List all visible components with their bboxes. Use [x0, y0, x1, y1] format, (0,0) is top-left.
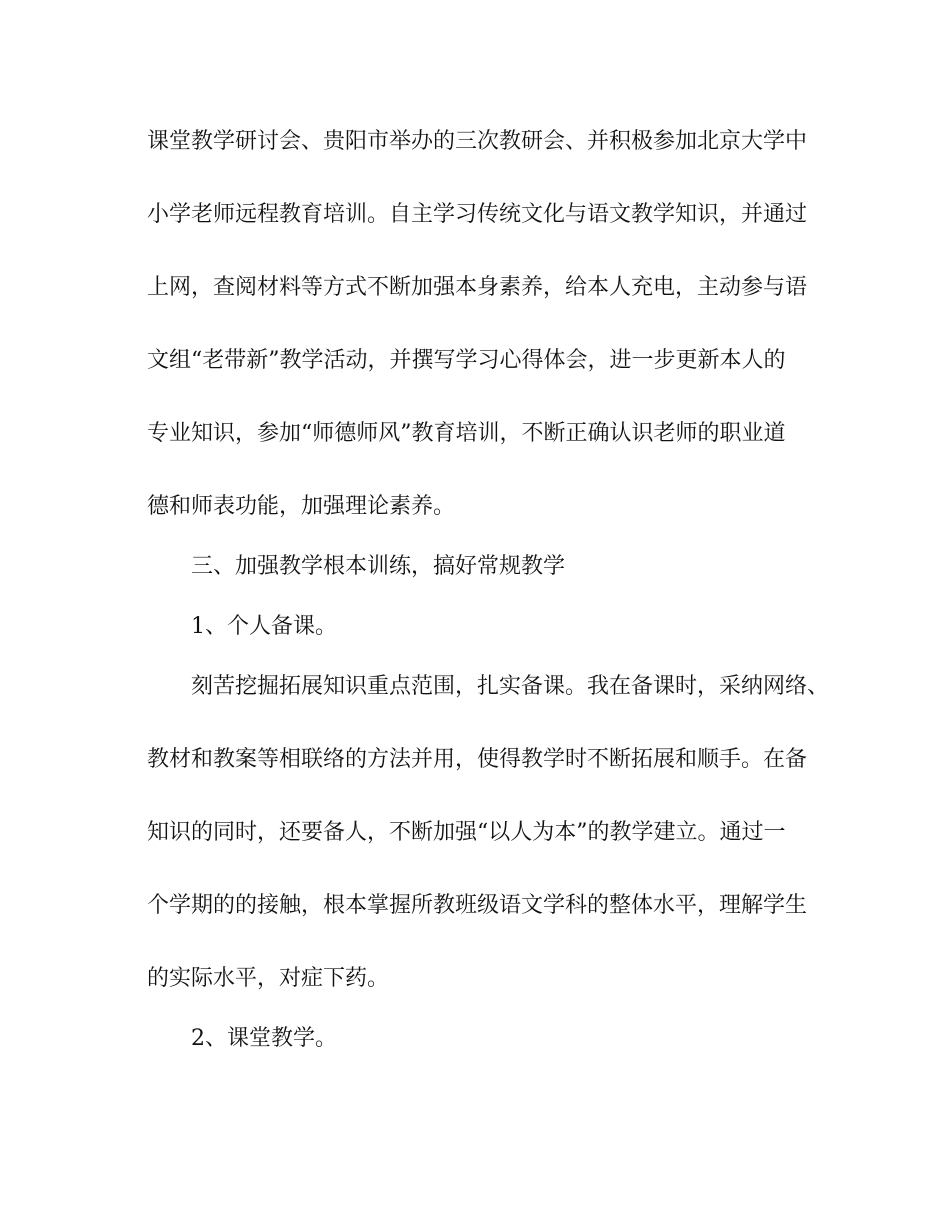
paragraph-line: 的实际水平，对症下药。 [147, 966, 390, 991]
paragraph-line: 小学老师远程教育培训。自主学习传统文化与语文教学知识，并通过 [147, 202, 808, 227]
paragraph-line: 教材和教案等相联络的方法并用，使得教学时不断拓展和顺手。在备 [147, 747, 808, 772]
paragraph-line: 上网，查阅材料等方式不断加强本身素养，给本人充电，主动参与语 [147, 275, 808, 300]
subsection-heading: 1、个人备课。 [191, 614, 337, 639]
paragraph-line: 专业知识，参加“师德师风”教育培训，不断正确认识老师的职业道 [147, 421, 786, 446]
paragraph-line: 德和师表功能，加强理论素养。 [147, 494, 456, 519]
paragraph-line: 刻苦挖掘拓展知识重点范围，扎实备课。我在备课时，采纳网络、 [191, 674, 830, 699]
paragraph-line: 文组“老带新”教学活动，并撰写学习心得体会，进一步更新本人的 [147, 348, 786, 373]
paragraph-line: 课堂教学研讨会、贵阳市举办的三次教研会、并积极参加北京大学中 [147, 129, 808, 154]
document-body [147, 122, 830, 1079]
subsection-heading: 2、课堂教学。 [191, 1026, 337, 1051]
paragraph-line: 知识的同时，还要备人，不断加强“以人为本”的教学建立。通过一 [147, 820, 786, 845]
paragraph-line: 个学期的的接触，根本掌握所教班级语文学科的整体水平，理解学生 [147, 893, 808, 918]
section-heading: 三、加强教学根本训练，搞好常规教学 [191, 554, 566, 579]
